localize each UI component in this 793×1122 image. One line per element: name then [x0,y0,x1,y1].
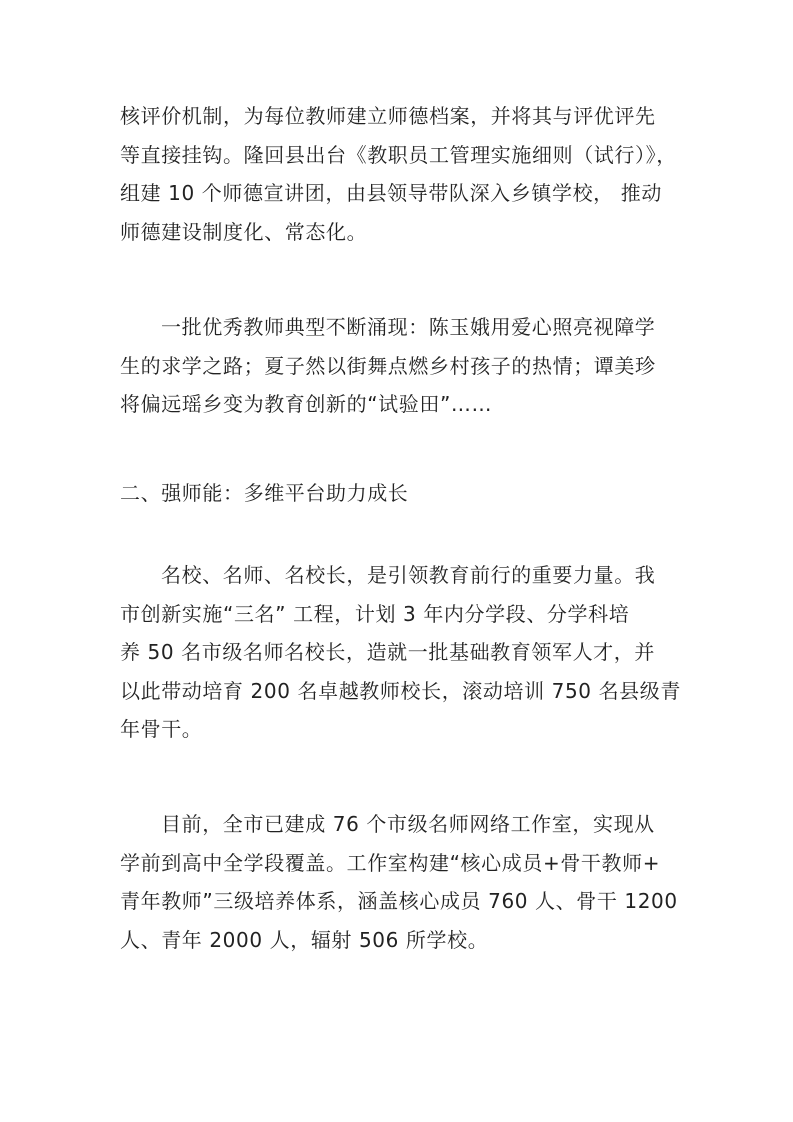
text-line: 年骨干。 [120,717,203,741]
text-line: 核评价机制，为每位教师建立师德档案，并将其与评优评先 [120,104,656,128]
paragraph-studio-network [120,805,678,959]
paragraph-outstanding-teachers [120,308,675,424]
text-line: 目前，全市已建成 76 个市级名师网络工作室，实现从 [161,812,655,836]
text-line: 将偏远瑶乡变为教育创新的“试验田”…… [120,392,493,416]
text-line: 以此带动培育 200 名卓越教师校长，滚动培训 750 名县级青 [120,678,681,703]
paragraph-three-famous-project [120,556,681,749]
text-line: 生的求学之路；夏子然以街舞点燃乡村孩子的热情；谭美珍 [120,353,656,378]
text-line: 名校、名师、名校长，是引领教育前行的重要力量。我 [161,563,656,587]
text-line: 组建 10 个师德宣讲团，由县领导带队深入乡镇学校， 推动 [120,181,662,205]
text-line: 养 50 名市级名师名校长，造就一批基础教育领军人才，并 [120,640,655,664]
paragraph-teacher-ethics-mechanism [120,97,675,251]
text-line: 学前到高中全学段覆盖。工作室构建“核心成员+骨干教师+ [120,850,661,875]
text-line: 青年教师”三级培养体系，涵盖核心成员 760 人、骨干 1200 [120,889,678,913]
section-heading: 二、强师能：多维平台助力成长 [120,481,409,505]
text-line: 等直接挂钩。隆回县出台《教职员工管理实施细则（试行）》， [120,142,677,167]
text-line: 一批优秀教师典型不断涌现：陈玉娥用爱心照亮视障学 [161,315,656,339]
text-line: 人、青年 2000 人，辐射 506 所学校。 [120,927,489,952]
text-line: 师德建设制度化、常态化。 [120,219,368,244]
text-line: 市创新实施“三名” 工程，计划 3 年内分学段、分学科培 [120,601,630,626]
